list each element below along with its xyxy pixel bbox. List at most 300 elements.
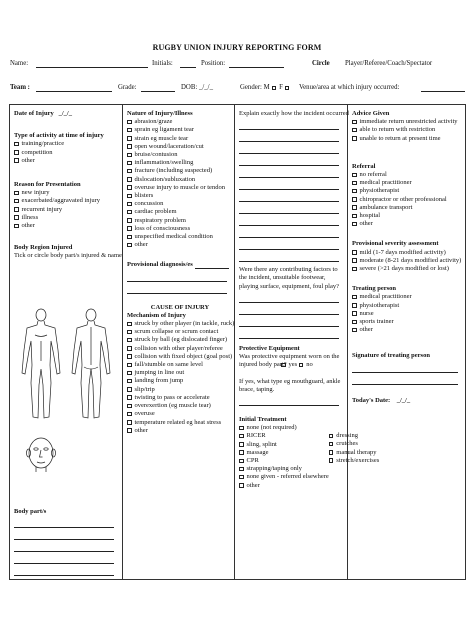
mechanism-item[interactable]: [127, 410, 233, 418]
treatment-checkbox[interactable]: [239, 426, 244, 431]
treatment-label: other: [246, 481, 260, 489]
protective-type-text: If yes, what type eg mouthguard, ankle brace, taping.: [239, 377, 341, 393]
nature-label: inflammation/swelling: [134, 159, 194, 167]
treatment-label: dressing: [336, 432, 358, 440]
treatment-checkbox[interactable]: [329, 434, 334, 439]
referral-checkbox[interactable]: [352, 214, 357, 219]
treatment-label: manual therapy: [336, 448, 377, 456]
referral-checkbox[interactable]: [352, 205, 357, 210]
reason-item[interactable]: [14, 222, 120, 230]
date-of-injury-label: Date of Injury: [14, 110, 54, 117]
referral-checkbox[interactable]: [352, 173, 357, 178]
mechanism-label: slip/trip: [134, 385, 155, 393]
diagnosis-field[interactable]: [195, 261, 229, 269]
mechanism-checkbox[interactable]: [127, 346, 132, 351]
mechanism-label: temperature related eg heat stress: [134, 418, 222, 426]
reason-item[interactable]: [14, 197, 120, 205]
gender-selector: [240, 84, 292, 92]
referral-item[interactable]: [352, 187, 464, 195]
treatment-item[interactable]: [329, 457, 379, 465]
nature-item[interactable]: [127, 208, 233, 216]
reason-heading: Reason for Presentation: [14, 181, 81, 189]
nature-label: loss of consciousness: [134, 224, 191, 232]
column-patient-info: [14, 110, 120, 261]
form-title: RUGBY UNION INJURY REPORTING FORM: [152, 43, 322, 52]
nature-checkbox[interactable]: [127, 128, 132, 133]
treating-person-checkbox[interactable]: [352, 311, 357, 316]
reason-checkbox[interactable]: [14, 224, 19, 229]
circle-label: Circle: [312, 60, 330, 67]
gender-label: Gender: M: [240, 84, 270, 91]
protective-no-checkbox[interactable]: [299, 363, 304, 368]
activity-item[interactable]: [14, 157, 120, 165]
nature-heading: Nature of Injury/Illness: [127, 110, 193, 117]
initials-label: Initials:: [152, 60, 173, 67]
nature-label: abrasion/graze: [134, 118, 173, 126]
treating-person-checkbox[interactable]: [352, 320, 357, 325]
treatment-item[interactable]: [329, 432, 379, 440]
treating-person-checkbox[interactable]: [352, 295, 357, 300]
nature-item[interactable]: [127, 126, 233, 134]
nature-checkbox[interactable]: [127, 210, 132, 215]
referral-label: hospital: [359, 212, 381, 220]
initials-field[interactable]: [180, 67, 196, 68]
dob-label: DOB:: [181, 84, 198, 91]
reason-checkbox[interactable]: [14, 191, 19, 196]
treatment-checkbox[interactable]: [329, 442, 334, 447]
nature-checkbox[interactable]: [127, 218, 132, 223]
explain-line-5[interactable]: [239, 166, 339, 178]
nature-label: other: [134, 241, 148, 249]
advice-list: [352, 118, 464, 143]
mechanism-checkbox[interactable]: [127, 404, 132, 409]
explain-line-12[interactable]: [239, 250, 339, 262]
explain-heading: Explain exactly how the incident occurred: [239, 110, 349, 117]
nature-item[interactable]: [127, 225, 233, 233]
signature-line-2[interactable]: [352, 373, 458, 385]
treatment-item[interactable]: [329, 440, 379, 448]
body-parts-line-1[interactable]: [14, 516, 114, 528]
treatment-checkbox[interactable]: [239, 450, 244, 455]
mechanism-label: collision with fixed object (goal post): [134, 352, 233, 360]
body-parts-line-3[interactable]: [14, 540, 114, 552]
reason-label: other: [21, 222, 35, 230]
reason-label: exacerbated/aggravated injury: [21, 197, 100, 205]
reason-checkbox[interactable]: [14, 207, 19, 212]
date-of-injury-row: [14, 110, 120, 118]
treatment-label: crutches: [336, 440, 358, 448]
back-body-figure: [72, 309, 110, 418]
protective-yes-label: yes: [288, 361, 298, 369]
body-region-heading: Body Region Injured: [14, 244, 73, 252]
column-divider-1: [122, 104, 123, 580]
mechanism-item[interactable]: [127, 320, 233, 328]
treatment-checkbox[interactable]: [239, 434, 244, 439]
advice-checkbox[interactable]: [352, 128, 357, 133]
referral-checkbox[interactable]: [352, 222, 357, 227]
referral-checkbox[interactable]: [352, 197, 357, 202]
grade-label: Grade:: [118, 84, 137, 91]
face-diagram: [27, 438, 56, 472]
grade-field[interactable]: [141, 91, 175, 92]
severity-list: [352, 249, 464, 274]
nature-item[interactable]: [127, 167, 233, 175]
nature-label: respiratory problem: [134, 216, 186, 224]
nature-item[interactable]: [127, 233, 233, 241]
gender-m-checkbox[interactable]: [272, 86, 277, 91]
referral-item[interactable]: [352, 171, 464, 179]
mechanism-heading: Mechanism of Injury: [127, 311, 186, 319]
reason-label: illness: [21, 213, 39, 221]
severity-checkbox[interactable]: [352, 258, 357, 263]
treatment-grid: [239, 424, 380, 490]
team-field[interactable]: [36, 91, 112, 92]
nature-checkbox[interactable]: [127, 144, 132, 149]
nature-label: overuse injury to muscle or tendon: [134, 183, 225, 191]
treatment-item[interactable]: [239, 432, 329, 440]
reason-checkbox[interactable]: [14, 199, 19, 204]
cause-title: CAUSE OF INJURY: [150, 303, 210, 311]
mechanism-checkbox[interactable]: [127, 428, 132, 433]
advice-item[interactable]: [352, 118, 464, 126]
mechanism-checkbox[interactable]: [127, 322, 132, 327]
mechanism-label: other: [134, 426, 148, 434]
treating-person-label: other: [359, 326, 373, 334]
activity-list: [14, 140, 120, 165]
nature-item[interactable]: [127, 159, 233, 167]
body-region-note: Tick or circle body part/s injured & name: [14, 252, 122, 260]
mechanism-item[interactable]: [127, 353, 233, 361]
nature-checkbox[interactable]: [127, 235, 132, 240]
explain-line-10[interactable]: [239, 226, 339, 238]
explain-line-4[interactable]: [239, 154, 339, 166]
date-of-injury-field[interactable]: _/_/_: [58, 110, 72, 117]
nature-checkbox[interactable]: [127, 136, 132, 141]
advice-checkbox[interactable]: [352, 136, 357, 141]
todays-date-label: Today's Date:: [352, 396, 391, 404]
nature-item[interactable]: [127, 143, 233, 151]
protective-yes-checkbox[interactable]: [281, 363, 286, 368]
treatment-label: none (not required): [246, 424, 297, 432]
contrib-line-4[interactable]: [239, 327, 339, 339]
column-divider-3: [347, 104, 348, 580]
explain-line-2[interactable]: [239, 130, 339, 142]
activity-item[interactable]: [14, 149, 120, 157]
signature-heading: Signature of treating person: [352, 352, 430, 360]
severity-heading: Provisional severity assessment: [352, 240, 439, 248]
mechanism-label: struck by ball (eg dislocated finger): [134, 336, 228, 344]
nature-checkbox[interactable]: [127, 169, 132, 174]
nature-label: open wound/laceration/cut: [134, 142, 204, 150]
gender-f-checkbox[interactable]: [285, 86, 290, 91]
treatment-item[interactable]: [239, 441, 329, 449]
advice-heading: Advice Given: [352, 110, 390, 117]
explain-line-6[interactable]: [239, 178, 339, 190]
reason-list: [14, 189, 120, 230]
explain-line-11[interactable]: [239, 238, 339, 250]
protective-question: Was protective equipment worn on the injured body part?: [239, 353, 340, 369]
body-parts-line-5[interactable]: [14, 564, 114, 576]
treating-list: [352, 293, 464, 334]
dob-field[interactable]: _/_/_: [199, 84, 213, 91]
mechanism-item[interactable]: [127, 386, 233, 394]
treatment-label: stretch/exercises: [336, 456, 380, 464]
nature-label: dislocation/subluxation: [134, 175, 196, 183]
treatment-item[interactable]: [329, 449, 379, 457]
protective-yes-no: [281, 361, 345, 369]
reason-label: recurrent injury: [21, 205, 63, 213]
severity-checkbox[interactable]: [352, 267, 357, 272]
severity-checkbox[interactable]: [352, 250, 357, 255]
todays-date-field[interactable]: _/_/_: [396, 396, 411, 404]
diagnosis-row: [127, 261, 233, 269]
todays-date-row: [352, 397, 464, 405]
treatment-left-list: [239, 424, 329, 490]
referral-checkbox[interactable]: [352, 181, 357, 186]
body-parts-section: [14, 508, 120, 576]
signature-line-1[interactable]: [352, 361, 458, 373]
treatment-item[interactable]: [239, 473, 329, 481]
mechanism-checkbox[interactable]: [127, 338, 132, 343]
treatment-item[interactable]: [239, 457, 329, 465]
severity-item[interactable]: [352, 265, 464, 273]
mechanism-item[interactable]: [127, 427, 233, 435]
nature-item[interactable]: [127, 200, 233, 208]
nature-item[interactable]: [127, 135, 233, 143]
treatment-checkbox[interactable]: [329, 450, 334, 455]
referral-item[interactable]: [352, 204, 464, 212]
diagnosis-label: Provisional diagnosis/es: [127, 261, 193, 269]
severity-label: severe (>21 days modified or lost): [359, 265, 449, 273]
nature-item[interactable]: [127, 184, 233, 192]
mechanism-item[interactable]: [127, 369, 233, 377]
body-parts-line-4[interactable]: [14, 552, 114, 564]
mechanism-checkbox[interactable]: [127, 371, 132, 376]
treating-person-item[interactable]: [352, 302, 464, 310]
diagnosis-line-3[interactable]: [127, 282, 227, 294]
reason-item[interactable]: [14, 214, 120, 222]
treatment-item[interactable]: [239, 465, 329, 473]
contrib-line-1[interactable]: [239, 291, 339, 303]
advice-item[interactable]: [352, 135, 464, 143]
venue-field[interactable]: [421, 91, 465, 92]
mechanism-checkbox[interactable]: [127, 363, 132, 368]
treating-person-checkbox[interactable]: [352, 328, 357, 333]
reason-item[interactable]: [14, 189, 120, 197]
explain-line-1[interactable]: [239, 118, 339, 130]
explain-line-9[interactable]: [239, 214, 339, 226]
column-divider-2: [234, 104, 235, 580]
nature-label: cardiac problem: [134, 208, 177, 216]
reason-item[interactable]: [14, 206, 120, 214]
name-field[interactable]: [36, 67, 148, 68]
activity-checkbox[interactable]: [14, 142, 19, 147]
mechanism-checkbox[interactable]: [127, 354, 132, 359]
advice-label: immediate return unrestricted activity: [359, 118, 458, 126]
treatment-checkbox[interactable]: [239, 467, 244, 472]
mechanism-label: landing from jump: [134, 377, 184, 385]
mechanism-item[interactable]: [127, 328, 233, 336]
mechanism-label: struck by other player (in tackle, ruck): [134, 320, 235, 328]
referral-list: [352, 171, 464, 228]
protective-type-line[interactable]: [239, 394, 339, 406]
nature-checkbox[interactable]: [127, 226, 132, 231]
activity-checkbox[interactable]: [14, 150, 19, 155]
mechanism-label: twisting to pass or accelerate: [134, 393, 210, 401]
treatment-label: massage: [246, 448, 269, 456]
referral-label: physiotherapist: [359, 187, 400, 195]
nature-item[interactable]: [127, 192, 233, 200]
referral-item[interactable]: [352, 220, 464, 228]
column-injury-nature: [127, 110, 233, 435]
mechanism-checkbox[interactable]: [127, 330, 132, 335]
team-label: Team :: [10, 84, 30, 91]
advice-label: unable to return at present time: [359, 134, 441, 142]
treatment-checkbox[interactable]: [239, 442, 244, 447]
severity-label: moderate (8-21 days modified activity): [359, 256, 462, 264]
treating-person-label: physiotherapist: [359, 301, 400, 309]
position-field[interactable]: [229, 67, 284, 68]
protective-no-label: no: [306, 361, 313, 369]
treatment-checkbox[interactable]: [239, 475, 244, 480]
activity-label: other: [21, 156, 35, 164]
referral-label: chiropractor or other professional: [359, 195, 447, 203]
protective-heading: Protective Equipment: [239, 344, 300, 352]
nature-checkbox[interactable]: [127, 120, 132, 125]
treating-person-label: medical practitioner: [359, 293, 412, 301]
activity-heading: Type of activity at time of injury: [14, 132, 104, 140]
nature-checkbox[interactable]: [127, 177, 132, 182]
nature-checkbox[interactable]: [127, 161, 132, 166]
treatment-label: strapping/taping only: [246, 465, 302, 473]
mechanism-label: fall/stumble on same level: [134, 361, 203, 369]
nature-label: bruise/contusion: [134, 151, 178, 159]
severity-item[interactable]: [352, 257, 464, 265]
mechanism-item[interactable]: [127, 419, 233, 427]
body-diagram[interactable]: [14, 305, 119, 505]
treating-heading: Treating person: [352, 285, 396, 293]
nature-label: concussion: [134, 200, 164, 208]
nature-label: strain eg muscle tear: [134, 134, 189, 142]
treatment-item[interactable]: [239, 482, 329, 490]
reason-checkbox[interactable]: [14, 215, 19, 220]
nature-checkbox[interactable]: [127, 202, 132, 207]
mechanism-checkbox[interactable]: [127, 395, 132, 400]
referral-label: ambulance transport: [359, 203, 413, 211]
front-body-figure: [22, 309, 60, 418]
explain-line-7[interactable]: [239, 190, 339, 202]
explain-line-3[interactable]: [239, 142, 339, 154]
treatment-right-list: [329, 424, 379, 490]
name-label: Name:: [10, 60, 29, 67]
activity-label: competition: [21, 148, 53, 156]
mechanism-item[interactable]: [127, 377, 233, 385]
activity-checkbox[interactable]: [14, 158, 19, 163]
referral-item[interactable]: [352, 179, 464, 187]
nature-item[interactable]: [127, 241, 233, 249]
activity-item[interactable]: [14, 140, 120, 148]
nature-label: blisters: [134, 192, 154, 200]
venue-label: Venue/area at which injury occurred:: [299, 84, 400, 91]
treatment-checkbox[interactable]: [239, 459, 244, 464]
mechanism-label: overexertion (eg muscle tear): [134, 402, 211, 410]
nature-checkbox[interactable]: [127, 185, 132, 190]
treating-person-item[interactable]: [352, 318, 464, 326]
mechanism-list: [127, 320, 233, 435]
nature-list: [127, 118, 233, 249]
mechanism-checkbox[interactable]: [127, 420, 132, 425]
severity-item[interactable]: [352, 249, 464, 257]
treatment-label: CPR: [246, 457, 259, 465]
activity-label: training/practice: [21, 140, 65, 148]
nature-checkbox[interactable]: [127, 153, 132, 158]
role-options[interactable]: Player/Referee/Coach/Spectator: [345, 60, 433, 67]
contrib-line-3[interactable]: [239, 315, 339, 327]
treatment-checkbox[interactable]: [239, 483, 244, 488]
advice-item[interactable]: [352, 126, 464, 134]
nature-checkbox[interactable]: [127, 243, 132, 248]
column-outcome: [352, 110, 464, 405]
treatment-label: RICER: [246, 432, 266, 440]
referral-label: other: [359, 220, 373, 228]
nature-checkbox[interactable]: [127, 194, 132, 199]
mechanism-item[interactable]: [127, 394, 233, 402]
nature-item[interactable]: [127, 217, 233, 225]
advice-label: able to return with restriction: [359, 126, 436, 134]
referral-heading: Referral: [352, 162, 376, 170]
nature-item[interactable]: [127, 151, 233, 159]
severity-label: mild (1-7 days modified activity): [359, 248, 446, 256]
treating-person-item[interactable]: [352, 326, 464, 334]
mechanism-checkbox[interactable]: [127, 379, 132, 384]
treatment-item[interactable]: [239, 449, 329, 457]
advice-checkbox[interactable]: [352, 120, 357, 125]
mechanism-label: collision with other player/referee: [134, 344, 223, 352]
mechanism-item[interactable]: [127, 336, 233, 344]
diagnosis-line-2[interactable]: [127, 270, 227, 282]
mechanism-item[interactable]: [127, 345, 233, 353]
mechanism-item[interactable]: [127, 361, 233, 369]
nature-item[interactable]: [127, 118, 233, 126]
referral-label: medical practitioner: [359, 179, 412, 187]
nature-label: sprain eg ligament tear: [134, 126, 194, 134]
contrib-line-2[interactable]: [239, 303, 339, 315]
referral-item[interactable]: [352, 212, 464, 220]
treatment-item[interactable]: [239, 424, 329, 432]
body-parts-line-2[interactable]: [14, 528, 114, 540]
mechanism-item[interactable]: [127, 402, 233, 410]
treating-person-label: nurse: [359, 309, 374, 317]
reason-label: new injury: [21, 189, 50, 197]
contributing-factors-text: Were there any contributing factors to the incident, unsuitable footwear, playing surface, equipment, foul play?: [239, 266, 339, 290]
treating-person-checkbox[interactable]: [352, 303, 357, 308]
referral-item[interactable]: [352, 196, 464, 204]
explain-line-8[interactable]: [239, 202, 339, 214]
nature-label: fracture (including suspected): [134, 167, 213, 175]
mechanism-label: jumping in line out: [134, 369, 185, 377]
mechanism-checkbox[interactable]: [127, 412, 132, 417]
referral-label: no referral: [359, 171, 387, 179]
mechanism-checkbox[interactable]: [127, 387, 132, 392]
referral-checkbox[interactable]: [352, 189, 357, 194]
treatment-heading: Initial Treatment: [239, 416, 287, 424]
treatment-checkbox[interactable]: [329, 458, 334, 463]
treating-person-label: sports trainer: [359, 318, 394, 326]
mechanism-label: overuse: [134, 410, 155, 418]
treating-person-item[interactable]: [352, 310, 464, 318]
treating-person-item[interactable]: [352, 293, 464, 301]
nature-item[interactable]: [127, 176, 233, 184]
